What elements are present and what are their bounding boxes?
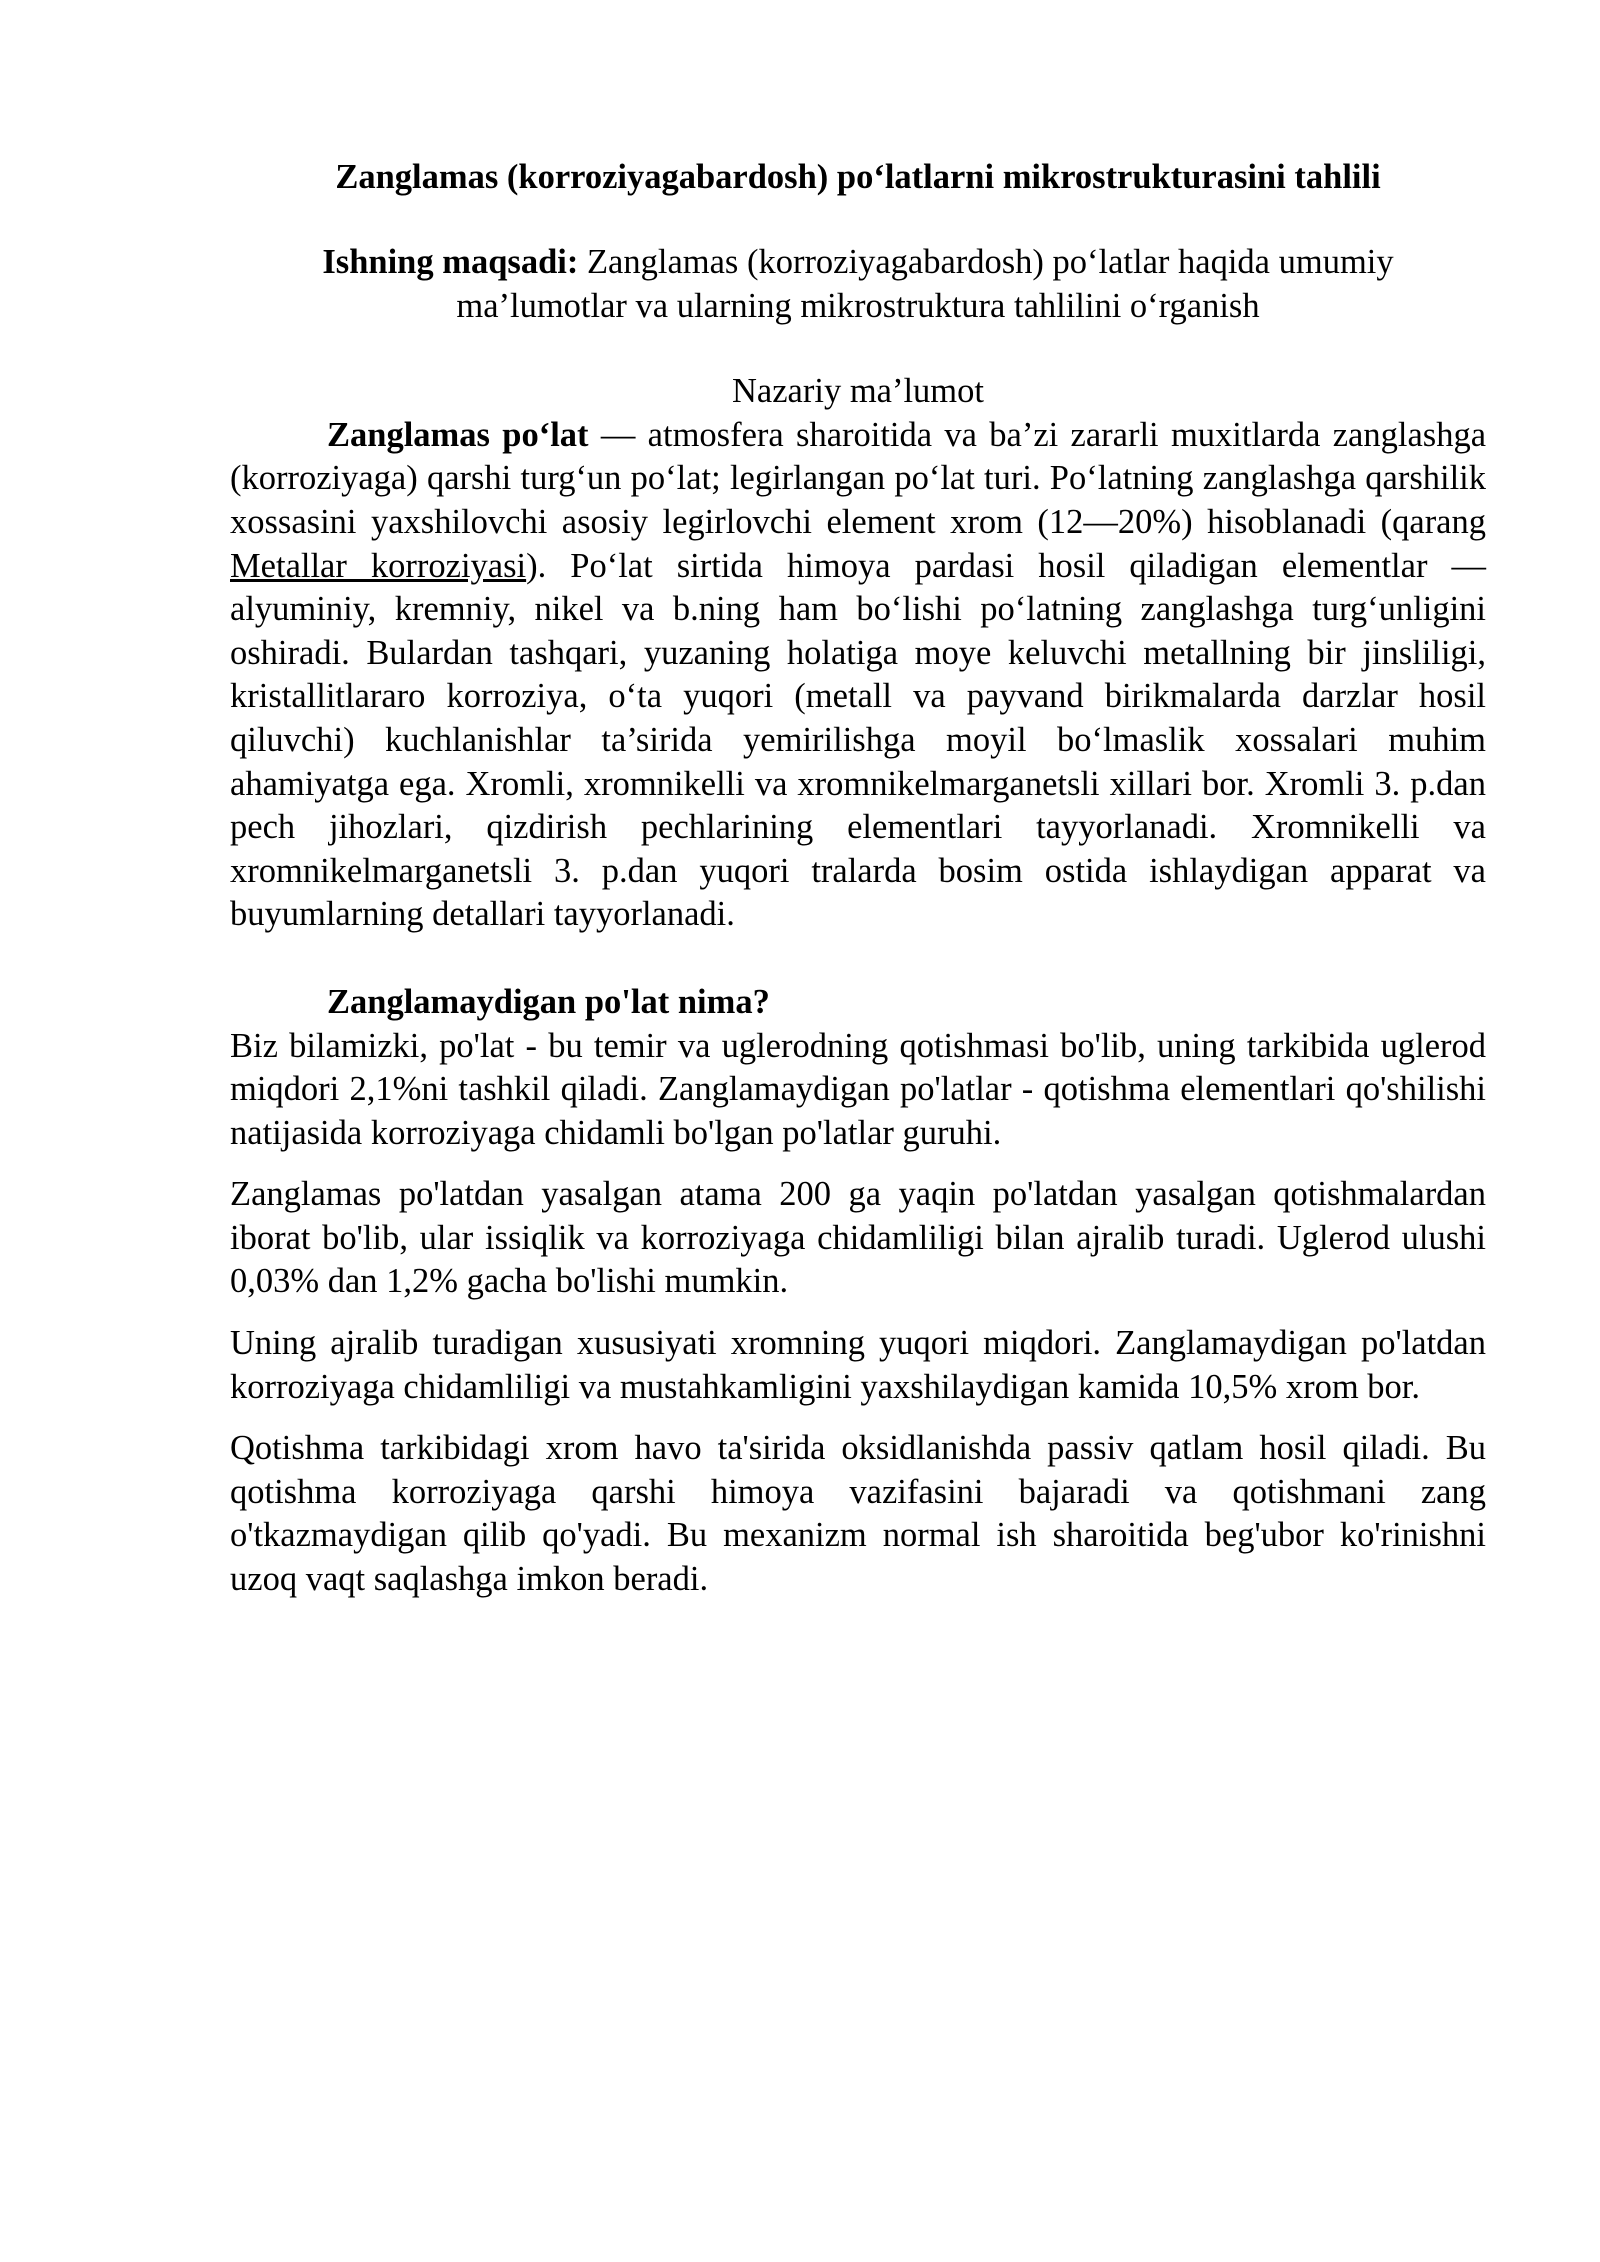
lead-term: Zanglamas po‘lat	[327, 415, 589, 454]
subheading: Zanglamaydigan po'lat nima?	[327, 982, 770, 1021]
theory-text-part1: — atmosfera sharoitida va ba’zi zararli muxitlarda zanglashga (korroziyaga) qarshi turg‘un po‘lat; legirlangan po‘lat turi. Po‘latning zanglashga qarshilik xossasini yaxshilovchi asosiy legirlovchi element xrom (12—20%) hisoblanadi (qarang	[230, 415, 1487, 541]
goal-statement	[290, 241, 1426, 328]
theory-paragraph	[230, 414, 1486, 937]
paragraph-2: Zanglamas po'latdan yasalgan atama 200 ga yaqin po'latdan yasalgan qotishmalardan iborat bo'lib, ular issiqlik va korroziyaga chidamliligi bilan ajralib turadi. Uglerod ulushi 0,03% dan 1,2% gacha bo'lishi mumkin.	[230, 1175, 1486, 1301]
document-title: Zanglamas (korroziyagabardosh) po‘latlarni mikrostrukturasini tahlili	[335, 158, 1381, 196]
goal-text: Zanglamas (korroziyagabardosh) po‘latlar haqida umumiy ma’lumotlar va ularning mikrostruktura tahlilini o‘rganish	[456, 243, 1394, 325]
theory-heading: Nazariy ma’lumot	[732, 372, 984, 411]
theory-text-part2: ). Po‘lat sirtida himoya pardasi hosil qiladigan elementlar — alyuminiy, kremniy, nikel va b.ning ham bo‘lishi po‘latning zanglashga turg‘unligini oshiradi. Bulardan tashqari, yuzaning holatiga moye keluvchi metallning bir jinsliligi, kristallitlararo korroziya, o‘ta yuqori (metall va payvand birikmalarda darzlar hosil qiluvchi) kuchlanishlar ta’sirida yemirilishga moyil bo‘lmaslik xossalari muhim ahamiyatga ega. Xromli, xromnikelli va xromnikelmarganetsli xillari bor. Xromli 3. p.dan pech jihozlari, qizdirish pechlarining elementlari tayyorlanadi. Xromnikelli va xromnikelmarganetsli 3. p.dan yuqori tralarda bosim ostida ishlaydigan apparat va buyumlarning detallari tayyorlanadi.	[230, 546, 1486, 934]
corrosion-link[interactable]: Metallar korroziyasi	[230, 546, 527, 585]
paragraph-3: Uning ajralib turadigan xususiyati xromning yuqori miqdori. Zanglamaydigan po'latdan korroziyaga chidamliligi va mustahkamligini yaxshilaydigan kamida 10,5% xrom bor.	[230, 1324, 1486, 1406]
goal-label: Ishning maqsadi:	[322, 243, 579, 281]
document-page	[230, 155, 1486, 1602]
paragraph-4: Qotishma tarkibidagi xrom havo ta'sirida oksidlanishda passiv qatlam hosil qiladi. Bu qotishma korroziyaga qarshi himoya vazifasini bajaradi va qotishmani zang o'tkazmaydigan qilib qo'yadi. Bu mexanizm normal ish sharoitida beg'ubor ko'rinishni uzoq vaqt saqlashga imkon beradi.	[230, 1429, 1486, 1599]
paragraph-1: Biz bilamizki, po'lat - bu temir va uglerodning qotishmasi bo'lib, uning tarkibida uglerod miqdori 2,1%ni tashkil qiladi. Zanglamaydigan po'latlar - qotishma elementlari qo'shilishi natijasida korroziyaga chidamli bo'lgan po'latlar guruhi.	[230, 1026, 1486, 1152]
